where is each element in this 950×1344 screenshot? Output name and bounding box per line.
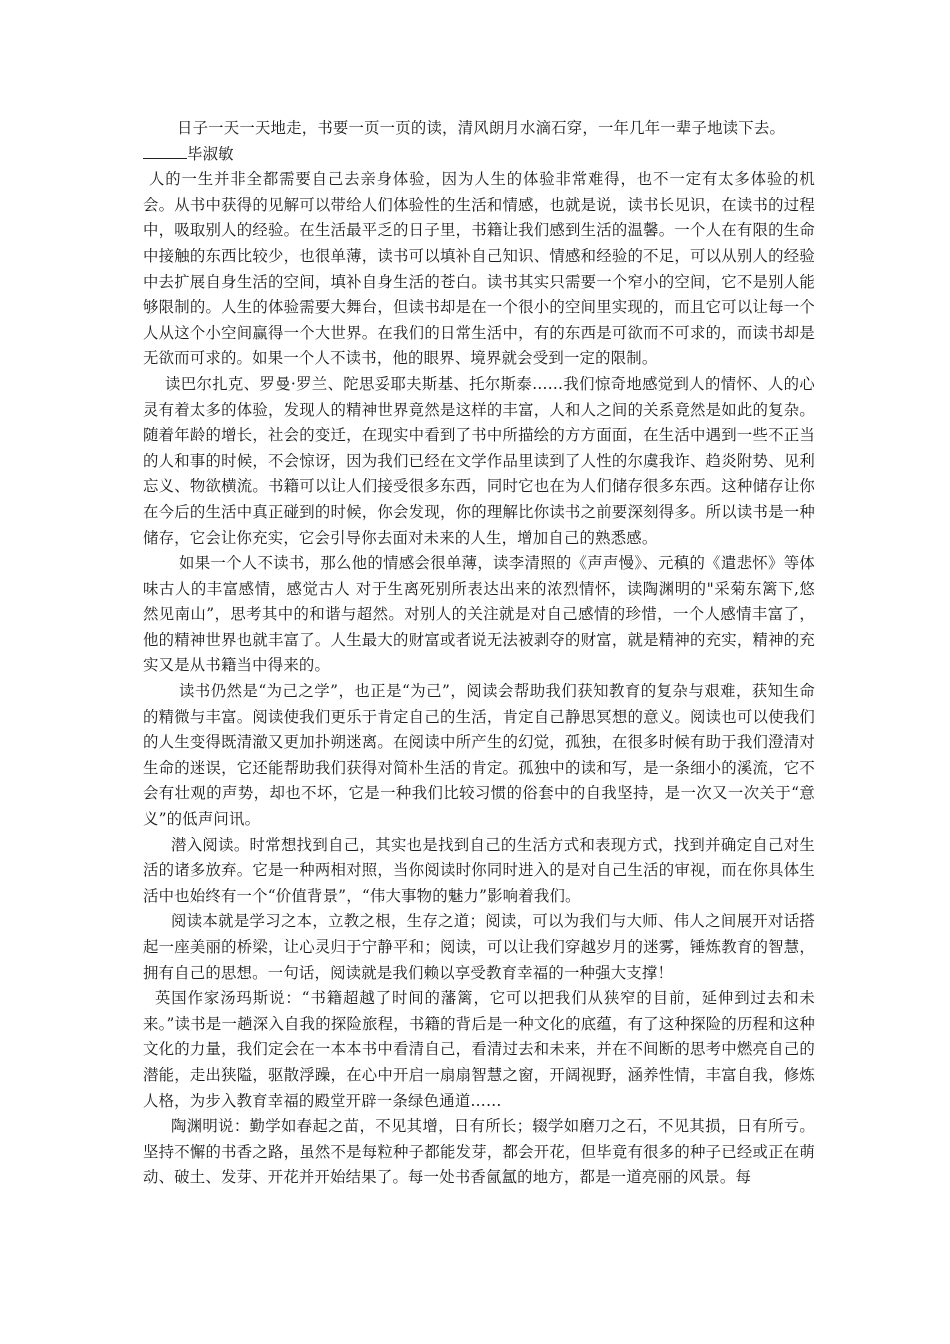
paragraph-4: 读书仍然是“为己之学”，也正是“为己”，阅读会帮助我们获知教育的复杂与艰难，获知生命的精微与丰富。阅读使我们更乐于肯定自己的生活，肯定自己静思冥想的意义。阅读也可以使我们的人生变得既清澈又更加扑朔迷离。在阅读中所产生的幻觉，孤独，在很多时候有助于我们澄清对生命的迷误，它还能帮助我们获得对简朴生活的肯定。孤独中的读和写，是一条细小的溪流，它不会有壮观的声势，却也不坏，它是一种我们比较习惯的俗套中的自我坚持，是一次又一次关于“意义”的低声问讯。: [143, 682, 815, 829]
paragraph-1: 人的一生并非全都需要自己去亲身体验，因为人生的体验非常难得，也不一定有太多体验的机会。从书中获得的见解可以带给人们体验性的生活和情感，也就是说，读书长见识，在读书的过程中，吸取别人的经验。在生活最平乏的日子里，书籍让我们感到生活的温馨。一个人在有限的生命中接触的东西比较少，也很单薄，读书可以填补自己知识、情感和经验的不足，可以从别人的经验中去扩展自身生活的空间，填补自身生活的苍白。读书其实只需要一个窄小的空间，它不是别人能够限制的。人生的体验需要大舞台，但读书却是在一个很小的空间里实现的，而且它可以让每一个人从这个小空间赢得一个大世界。在我们的日常生活中，有的东西是可欲而不可求的，而读书却是无欲而可求的。如果一个人不读书，他的眼界、境界就会受到一定的限制。: [143, 170, 815, 368]
paragraph-7: 英国作家汤玛斯说：“书籍超越了时间的藩篱，它可以把我们从狭窄的目前，延伸到过去和未来。”读书是一趟深入自我的探险旅程，书籍的背后是一种文化的底蕴，有了这种探险的历程和这种文化的力量，我们定会在一本本书中看清自己，看清过去和未来，并在不间断的思考中燃亮自己的潜能，走出狭隘，驱散浮躁，在心中开启一扇扇智慧之窗，开阔视野，涵养性情，丰富自我，修炼人格，为步入教育幸福的殿堂开辟一条绿色通道……: [143, 989, 815, 1110]
paragraph-8: 陶渊明说：勤学如春起之苗，不见其增，日有所长；辍学如磨刀之石，不见其损，日有所亏。坚持不懈的书香之路，虽然不是每粒种子都能发芽，都会开花，但毕竟有很多的种子已经或正在萌动、破土、发芽、开花并开始结果了。每一处书香氤氲的地方，都是一道亮丽的风景。每: [143, 1117, 815, 1187]
document-page: [143, 116, 815, 1191]
epigraph-quote: 日子一天一天地走，书要一页一页的读，清风朗月水滴石穿，一年几年一辈子地读下去。: [177, 119, 786, 137]
epigraph-author-line: [143, 142, 815, 168]
epigraph-author: 毕淑敏: [187, 144, 234, 163]
paragraph-6: 阅读本就是学习之本，立教之根，生存之道；阅读，可以为我们与大师、伟人之间展开对话搭起一座美丽的桥梁，让心灵归于宁静平和；阅读，可以让我们穿越岁月的迷雾，锤炼教育的智慧，拥有自己的思想。一句话，阅读就是我们赖以享受教育幸福的一种强大支撑！: [143, 912, 815, 982]
paragraph-3: 如果一个人不读书，那么他的情感会很单薄，读李清照的《声声慢》、元稹的《遣悲怀》等体味古人的丰富感情，感觉古人 对于生离死别所表达出来的浓烈情怀，读陶渊明的"采菊东篱下,悠然见南山”，思考其中的和谐与超然。对别人的关注就是对自己感情的珍惜，一个人感情丰富了，他的精神世界也就丰富了。人生最大的财富或者说无法被剥夺的财富，就是精神的充实，精神的充实又是从书籍当中得来的。: [143, 554, 815, 675]
paragraph-5: 潜入阅读。时常想找到自己，其实也是找到自己的生活方式和表现方式，找到并确定自己对生活的诸多放弃。它是一种两相对照，当你阅读时你同时进入的是对自己生活的审视，而在你具体生活中也始终有一个“价值背景”，“伟大事物的魅力”影响着我们。: [143, 835, 815, 905]
author-dash-line: [143, 144, 187, 159]
paragraph-2: 读巴尔扎克、罗曼·罗兰、陀思妥耶夫斯基、托尔斯泰……我们惊奇地感觉到人的情怀、人的心灵有着太多的体验，发现人的精神世界竟然是这样的丰富，人和人之间的关系竟然是如此的复杂。随着年龄的增长，社会的变迁，在现实中看到了书中所描绘的方方面面，在生活中遇到一些不正当的人和事的时候，不会惊讶，因为我们已经在文学作品里读到了人性的尔虞我诈、趋炎附势、见利忘义、物欲横流。书籍可以让人们接受很多东西，同时它也在为人们储存很多东西。这种储存让你在今后的生活中真正碰到的时候，你会发现，你的理解比你读书之前要深刻得多。所以读书是一种储存，它会让你充实，它会引导你去面对未来的人生，增加自己的熟悉感。: [143, 374, 815, 547]
